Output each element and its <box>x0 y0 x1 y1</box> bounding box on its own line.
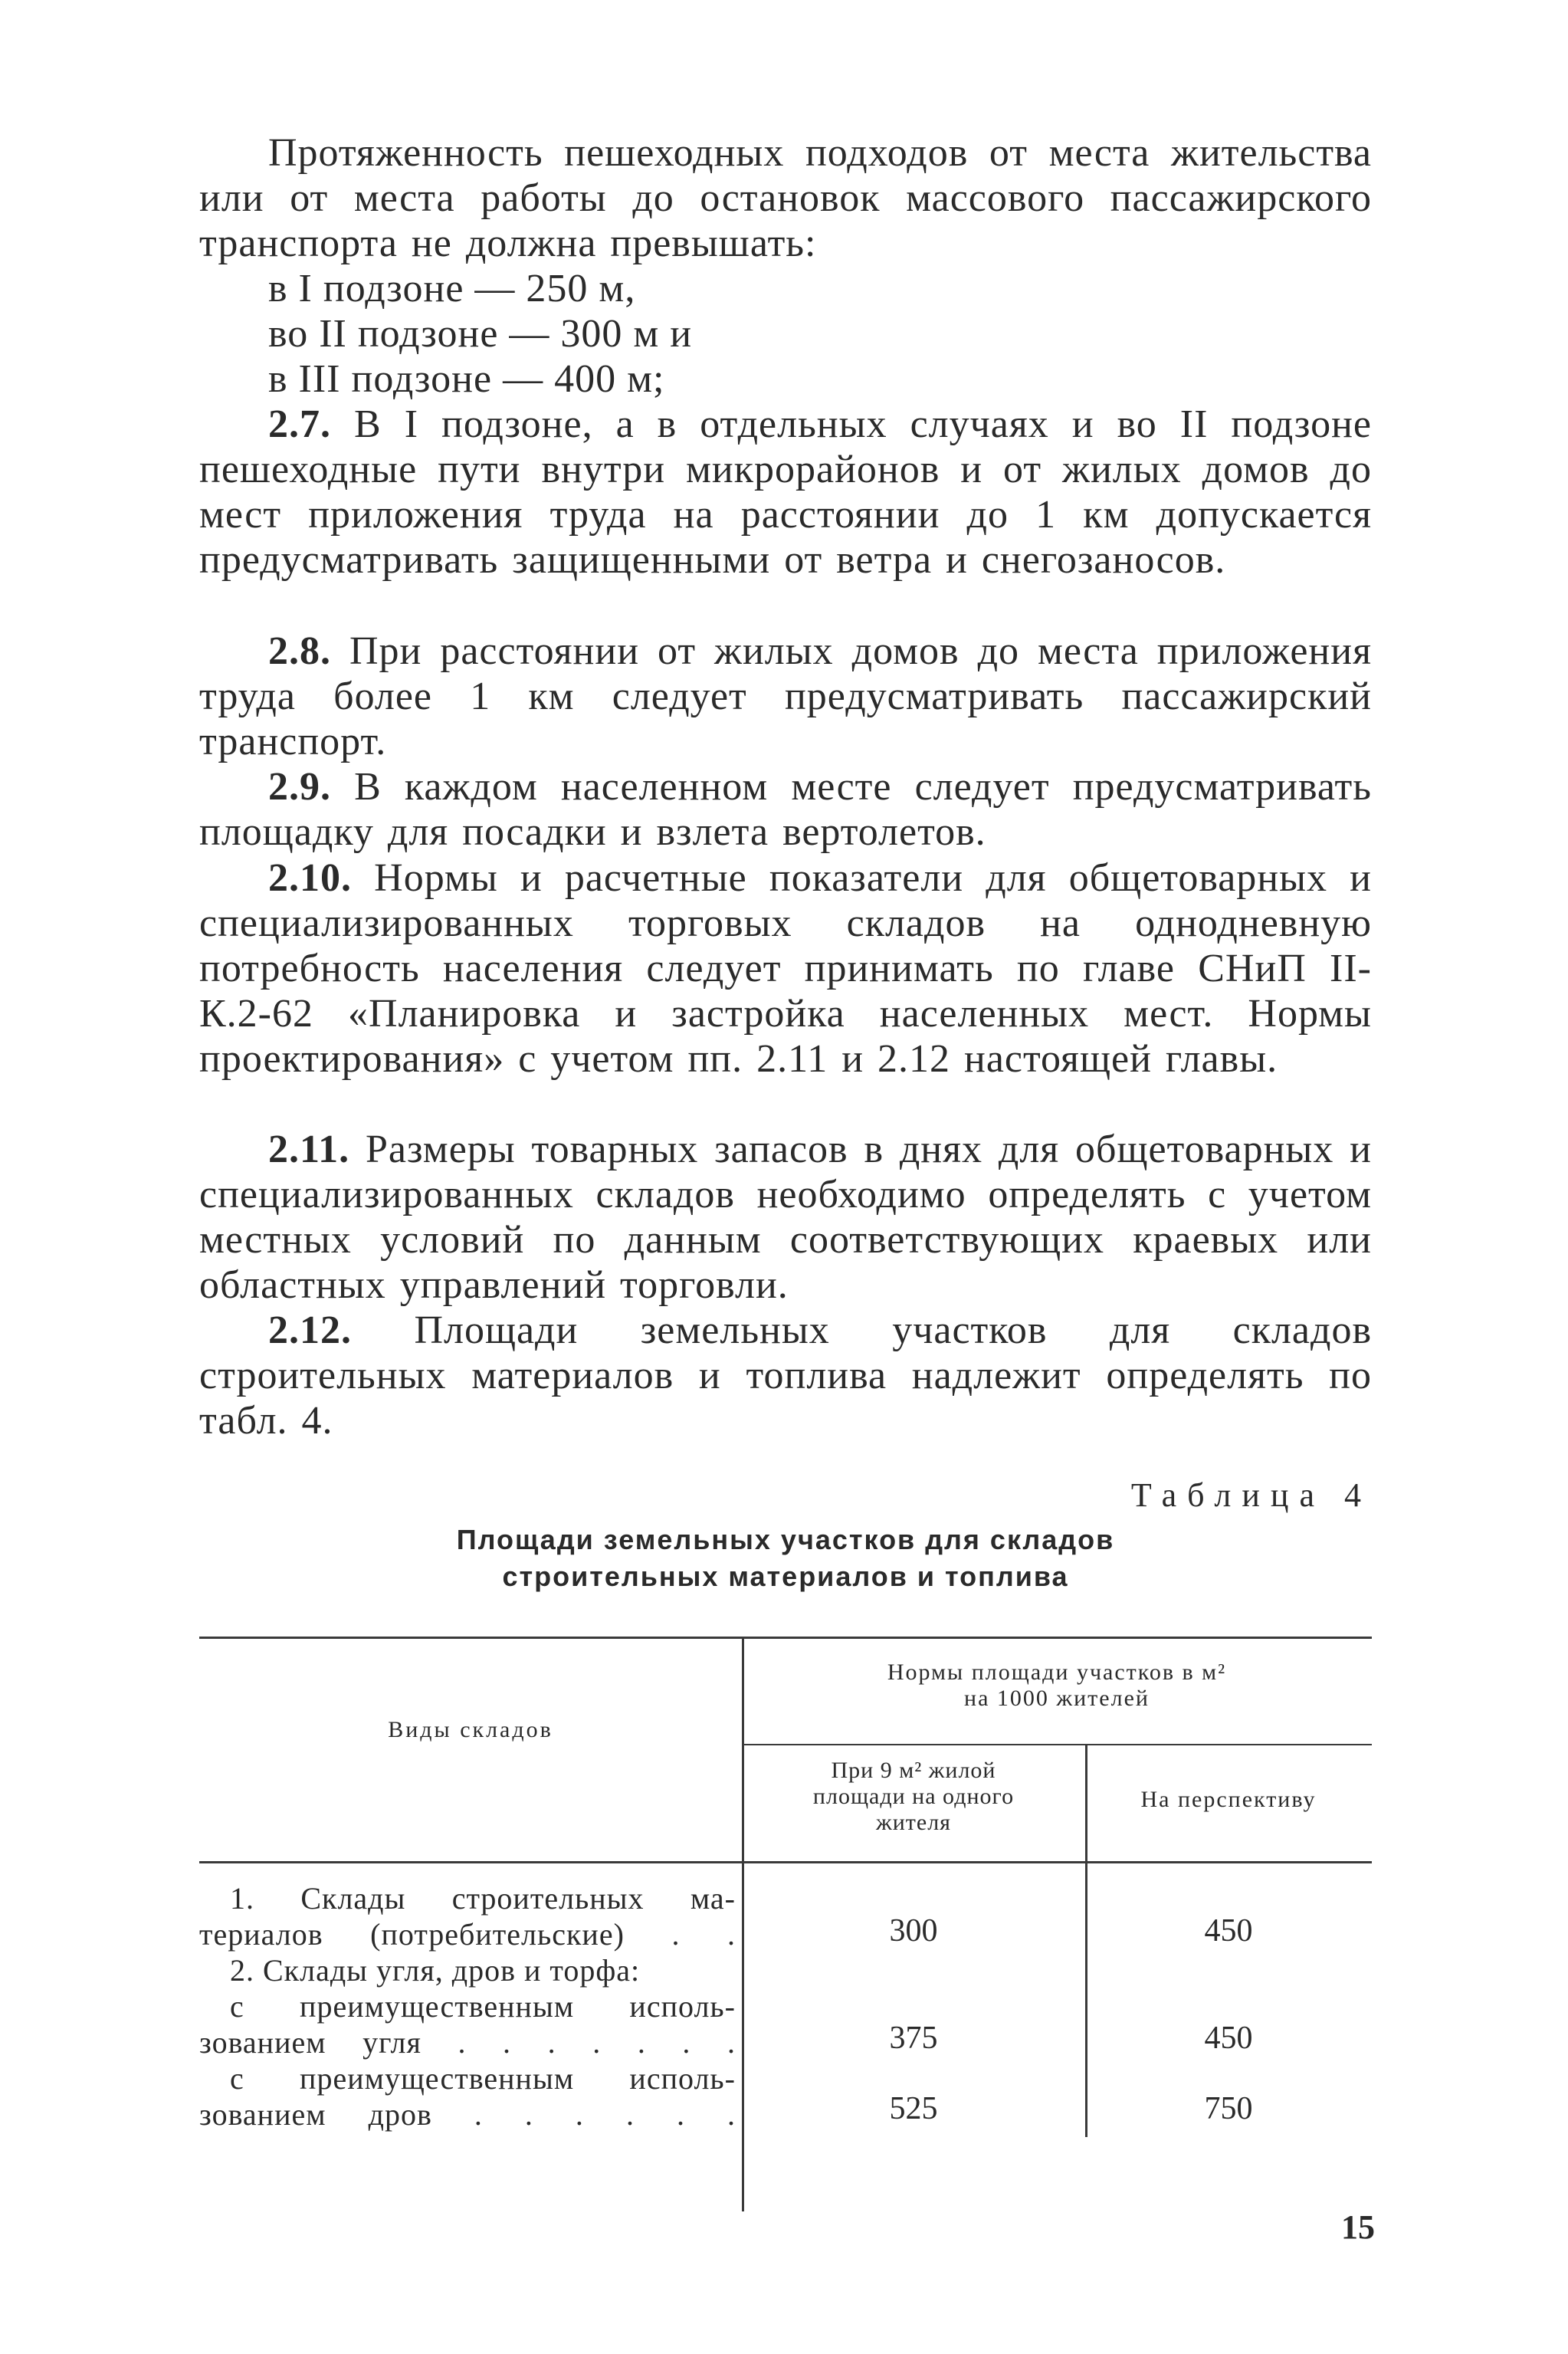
paragraph-text: В каждом населенном месте следует предусматривать площадку для посадки и взлета вертолетов. <box>199 765 1372 854</box>
table-subheader-rule <box>742 1744 1372 1745</box>
table-row-label <box>199 1952 736 2060</box>
paragraph-2-9 <box>199 764 1372 855</box>
table-cell: 375 <box>889 2021 938 2056</box>
row-label-line: зованием угля . . . . . . . <box>199 2025 736 2060</box>
row-label-line: 2. Склады угля, дров и торфа: <box>230 1953 641 1988</box>
page-number: 15 <box>1341 2208 1375 2246</box>
list-item: в III подзоне — 400 м; <box>268 357 665 401</box>
table-cell: 300 <box>889 1913 938 1949</box>
paragraph-intro-text: Протяженность пешеходных подходов от места жительства или от места работы до остановок массового пассажирского транспорта не должна превышать: <box>199 131 1372 265</box>
row-label-line: зованием дров . . . . . . <box>199 2097 736 2132</box>
table-row-label <box>199 1880 736 1952</box>
paragraph-number: 2.9. <box>268 765 331 809</box>
paragraph-number: 2.7. <box>268 402 331 446</box>
column-header-norms-line: на 1000 жителей <box>964 1686 1150 1711</box>
table-cell: 525 <box>889 2091 938 2126</box>
paragraph-text: Нормы и расчетные показатели для общетоварных и специализированных торговых складов на однодневную потребность населения следует принимать по главе СНиП II-К.2-62 «Планировка и застройка населенных мест. Нормы проектирования» с учетом пп. 2.11 и 2.12 настоящей главы. <box>199 856 1373 1081</box>
column-header-norms <box>742 1660 1372 1712</box>
distance-list <box>199 266 1372 402</box>
list-item: в I подзоне — 250 м, <box>268 267 636 310</box>
table-title-line: строительных материалов и топлива <box>502 1561 1069 1592</box>
row-label-line: с преимущественным исполь- <box>230 2061 736 2096</box>
column-header-norms-line: Нормы площади участков в м² <box>887 1660 1227 1685</box>
paragraph-number: 2.10. <box>268 856 352 900</box>
paragraph-2-11 <box>199 1127 1372 1308</box>
paragraph-2-10 <box>199 855 1372 1082</box>
storage-area-table <box>199 1637 1372 2211</box>
row-label-line: с преимущественным исполь- <box>230 1989 736 2024</box>
column-header-current-line: жителя <box>876 1810 951 1835</box>
paragraph-number: 2.12. <box>268 1308 352 1352</box>
table-caption: Таблица 4 <box>1130 1476 1372 1514</box>
table-row-label <box>199 2060 736 2132</box>
row-label-line: 1. Склады строительных ма- <box>230 1881 736 1916</box>
table-cell: 450 <box>1204 1913 1253 1949</box>
paragraph-text: Площади земельных участков для складов строительных материалов и топлива надлежит определять по табл. 4. <box>199 1308 1373 1443</box>
table-cell: 750 <box>1204 2091 1253 2126</box>
column-header-current <box>742 1758 1085 1836</box>
paragraph-2-8 <box>199 629 1372 764</box>
paragraph-2-7 <box>199 402 1372 583</box>
column-header-current-line: площади на одного <box>812 1784 1015 1809</box>
paragraph-intro <box>199 130 1372 266</box>
table-cell: 450 <box>1204 2021 1253 2056</box>
table-top-rule <box>199 1637 1372 1639</box>
row-label-line: териалов (потребительские) . . <box>199 1917 736 1952</box>
paragraph-text: При расстоянии от жилых домов до места приложения труда более 1 км следует предусматривать пассажирский транспорт. <box>199 629 1372 763</box>
table-title-line: Площади земельных участков для складов <box>456 1524 1115 1555</box>
column-header-perspective: На перспективу <box>1140 1787 1317 1812</box>
paragraph-text: Размеры товарных запасов в днях для общетоварных и специализированных складов необходимо определять с учетом местных условий по данным соответствующих краевых или областных управлений торговли. <box>199 1128 1373 1307</box>
table-title <box>199 1522 1372 1595</box>
paragraph-text: В I подзоне, а в отдельных случаях и во II подзоне пешеходные пути внутри микрорайонов и от жилых домов до мест приложения труда на расстоянии до 1 км допускается предусматривать защищенными от ветра и снегозаносов. <box>199 402 1372 582</box>
column-header-kinds: Виды складов <box>388 1717 553 1742</box>
column-header-current-line: При 9 м² жилой <box>831 1758 996 1783</box>
table-header-rule <box>199 1861 1372 1863</box>
paragraph-number: 2.8. <box>268 629 331 673</box>
list-item: во II подзоне — 300 м и <box>268 312 693 356</box>
paragraph-2-12 <box>199 1308 1372 1443</box>
paragraph-number: 2.11. <box>268 1128 350 1171</box>
